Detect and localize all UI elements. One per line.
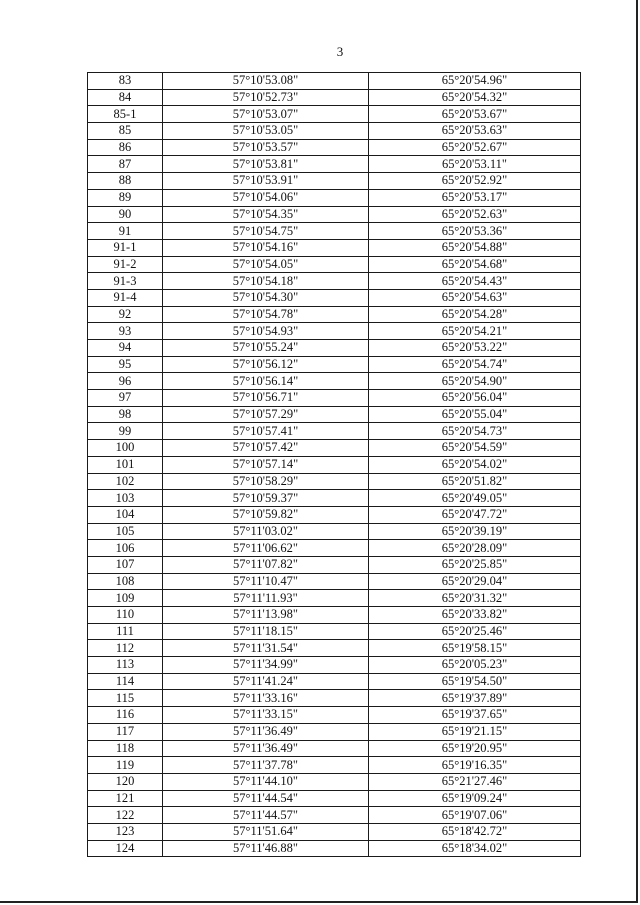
- point-number-cell: 118: [88, 740, 163, 757]
- longitude-cell: 65°20'25.85": [369, 556, 581, 573]
- point-number-cell: 113: [88, 657, 163, 674]
- table-row: [88, 156, 581, 173]
- latitude-cell: 57°11'46.88": [163, 840, 369, 857]
- latitude-cell: 57°10'54.18": [163, 273, 369, 290]
- longitude-cell: 65°18'42.72": [369, 823, 581, 840]
- longitude-cell: 65°20'53.17": [369, 189, 581, 206]
- latitude-cell: 57°11'07.82": [163, 556, 369, 573]
- latitude-cell: 57°10'53.81": [163, 156, 369, 173]
- table-row: [88, 390, 581, 407]
- longitude-cell: 65°20'49.05": [369, 490, 581, 507]
- table-row: [88, 640, 581, 657]
- table-row: [88, 323, 581, 340]
- longitude-cell: 65°19'21.15": [369, 723, 581, 740]
- latitude-cell: 57°10'57.42": [163, 440, 369, 457]
- latitude-cell: 57°10'54.35": [163, 206, 369, 223]
- latitude-cell: 57°10'52.73": [163, 89, 369, 106]
- point-number-cell: 107: [88, 556, 163, 573]
- longitude-cell: 65°20'54.73": [369, 423, 581, 440]
- table-row: [88, 423, 581, 440]
- table-row: [88, 807, 581, 824]
- table-row: [88, 73, 581, 90]
- point-number-cell: 85-1: [88, 106, 163, 123]
- longitude-cell: 65°19'09.24": [369, 790, 581, 807]
- table-row: [88, 340, 581, 357]
- table-row: [88, 189, 581, 206]
- point-number-cell: 91-3: [88, 273, 163, 290]
- longitude-cell: 65°20'55.04": [369, 406, 581, 423]
- point-number-cell: 96: [88, 373, 163, 390]
- table-row: [88, 673, 581, 690]
- longitude-cell: 65°18'34.02": [369, 840, 581, 857]
- latitude-cell: 57°10'54.30": [163, 289, 369, 306]
- point-number-cell: 84: [88, 89, 163, 106]
- table-row: [88, 490, 581, 507]
- point-number-cell: 123: [88, 823, 163, 840]
- latitude-cell: 57°11'18.15": [163, 623, 369, 640]
- point-number-cell: 98: [88, 406, 163, 423]
- longitude-cell: 65°19'16.35": [369, 757, 581, 774]
- table-row: [88, 473, 581, 490]
- longitude-cell: 65°20'56.04": [369, 390, 581, 407]
- longitude-cell: 65°20'54.02": [369, 456, 581, 473]
- latitude-cell: 57°10'57.29": [163, 406, 369, 423]
- latitude-cell: 57°11'44.57": [163, 807, 369, 824]
- table-row: [88, 506, 581, 523]
- table-row: [88, 556, 581, 573]
- table-row: [88, 840, 581, 857]
- point-number-cell: 116: [88, 707, 163, 724]
- page-number: 3: [336, 44, 344, 59]
- table-row: [88, 223, 581, 240]
- latitude-cell: 57°10'59.37": [163, 490, 369, 507]
- longitude-cell: 65°19'37.89": [369, 690, 581, 707]
- latitude-cell: 57°10'54.05": [163, 256, 369, 273]
- longitude-cell: 65°20'52.67": [369, 139, 581, 156]
- longitude-cell: 65°20'52.92": [369, 173, 581, 190]
- point-number-cell: 106: [88, 540, 163, 557]
- table-row: [88, 573, 581, 590]
- point-number-cell: 121: [88, 790, 163, 807]
- longitude-cell: 65°20'29.04": [369, 573, 581, 590]
- longitude-cell: 65°20'54.88": [369, 239, 581, 256]
- latitude-cell: 57°10'56.14": [163, 373, 369, 390]
- table-row: [88, 440, 581, 457]
- table-row: [88, 790, 581, 807]
- table-row: [88, 173, 581, 190]
- longitude-cell: 65°19'58.15": [369, 640, 581, 657]
- point-number-cell: 90: [88, 206, 163, 223]
- point-number-cell: 119: [88, 757, 163, 774]
- point-number-cell: 117: [88, 723, 163, 740]
- table-row: [88, 306, 581, 323]
- latitude-cell: 57°10'58.29": [163, 473, 369, 490]
- longitude-cell: 65°20'54.59": [369, 440, 581, 457]
- table-row: [88, 623, 581, 640]
- table-row: [88, 206, 581, 223]
- table-row: [88, 373, 581, 390]
- latitude-cell: 57°10'54.75": [163, 223, 369, 240]
- table-row: [88, 123, 581, 140]
- latitude-cell: 57°10'53.07": [163, 106, 369, 123]
- latitude-cell: 57°11'36.49": [163, 723, 369, 740]
- longitude-cell: 65°20'25.46": [369, 623, 581, 640]
- latitude-cell: 57°10'53.08": [163, 73, 369, 90]
- longitude-cell: 65°20'53.67": [369, 106, 581, 123]
- latitude-cell: 57°11'10.47": [163, 573, 369, 590]
- point-number-cell: 101: [88, 456, 163, 473]
- point-number-cell: 91: [88, 223, 163, 240]
- coordinates-table: [87, 72, 581, 857]
- table-row: [88, 723, 581, 740]
- longitude-cell: 65°20'54.63": [369, 289, 581, 306]
- table-row: [88, 757, 581, 774]
- point-number-cell: 114: [88, 673, 163, 690]
- coordinates-table-body: [88, 73, 581, 857]
- latitude-cell: 57°11'51.64": [163, 823, 369, 840]
- latitude-cell: 57°10'57.41": [163, 423, 369, 440]
- longitude-cell: 65°20'53.36": [369, 223, 581, 240]
- point-number-cell: 94: [88, 340, 163, 357]
- point-number-cell: 88: [88, 173, 163, 190]
- latitude-cell: 57°11'03.02": [163, 523, 369, 540]
- latitude-cell: 57°11'44.54": [163, 790, 369, 807]
- table-row: [88, 590, 581, 607]
- table-row: [88, 740, 581, 757]
- table-row: [88, 540, 581, 557]
- longitude-cell: 65°20'54.74": [369, 356, 581, 373]
- table-row: [88, 273, 581, 290]
- table-row: [88, 139, 581, 156]
- longitude-cell: 65°20'54.28": [369, 306, 581, 323]
- latitude-cell: 57°10'56.71": [163, 390, 369, 407]
- table-row: [88, 89, 581, 106]
- longitude-cell: 65°19'20.95": [369, 740, 581, 757]
- table-row: [88, 690, 581, 707]
- latitude-cell: 57°11'13.98": [163, 607, 369, 624]
- point-number-cell: 112: [88, 640, 163, 657]
- latitude-cell: 57°11'36.49": [163, 740, 369, 757]
- point-number-cell: 104: [88, 506, 163, 523]
- point-number-cell: 120: [88, 773, 163, 790]
- table-row: [88, 823, 581, 840]
- table-row: [88, 239, 581, 256]
- point-number-cell: 103: [88, 490, 163, 507]
- longitude-cell: 65°19'37.65": [369, 707, 581, 724]
- latitude-cell: 57°10'53.05": [163, 123, 369, 140]
- table-row: [88, 256, 581, 273]
- latitude-cell: 57°11'34.99": [163, 657, 369, 674]
- longitude-cell: 65°19'54.50": [369, 673, 581, 690]
- longitude-cell: 65°20'39.19": [369, 523, 581, 540]
- latitude-cell: 57°11'33.15": [163, 707, 369, 724]
- point-number-cell: 91-1: [88, 239, 163, 256]
- longitude-cell: 65°20'05.23": [369, 657, 581, 674]
- point-number-cell: 91-4: [88, 289, 163, 306]
- table-row: [88, 356, 581, 373]
- latitude-cell: 57°11'31.54": [163, 640, 369, 657]
- point-number-cell: 95: [88, 356, 163, 373]
- longitude-cell: 65°21'27.46": [369, 773, 581, 790]
- longitude-cell: 65°20'54.43": [369, 273, 581, 290]
- point-number-cell: 111: [88, 623, 163, 640]
- longitude-cell: 65°20'53.22": [369, 340, 581, 357]
- point-number-cell: 86: [88, 139, 163, 156]
- latitude-cell: 57°10'59.82": [163, 506, 369, 523]
- point-number-cell: 115: [88, 690, 163, 707]
- point-number-cell: 102: [88, 473, 163, 490]
- point-number-cell: 93: [88, 323, 163, 340]
- table-row: [88, 607, 581, 624]
- latitude-cell: 57°10'54.16": [163, 239, 369, 256]
- point-number-cell: 85: [88, 123, 163, 140]
- point-number-cell: 91-2: [88, 256, 163, 273]
- table-row: [88, 657, 581, 674]
- point-number-cell: 108: [88, 573, 163, 590]
- longitude-cell: 65°20'33.82": [369, 607, 581, 624]
- latitude-cell: 57°10'54.06": [163, 189, 369, 206]
- longitude-cell: 65°19'07.06": [369, 807, 581, 824]
- longitude-cell: 65°20'52.63": [369, 206, 581, 223]
- point-number-cell: 109: [88, 590, 163, 607]
- longitude-cell: 65°20'31.32": [369, 590, 581, 607]
- point-number-cell: 100: [88, 440, 163, 457]
- latitude-cell: 57°11'41.24": [163, 673, 369, 690]
- longitude-cell: 65°20'47.72": [369, 506, 581, 523]
- latitude-cell: 57°10'56.12": [163, 356, 369, 373]
- point-number-cell: 87: [88, 156, 163, 173]
- point-number-cell: 83: [88, 73, 163, 90]
- latitude-cell: 57°11'11.93": [163, 590, 369, 607]
- latitude-cell: 57°11'06.62": [163, 540, 369, 557]
- latitude-cell: 57°10'55.24": [163, 340, 369, 357]
- longitude-cell: 65°20'54.32": [369, 89, 581, 106]
- point-number-cell: 97: [88, 390, 163, 407]
- longitude-cell: 65°20'28.09": [369, 540, 581, 557]
- latitude-cell: 57°10'54.93": [163, 323, 369, 340]
- point-number-cell: 122: [88, 807, 163, 824]
- longitude-cell: 65°20'53.11": [369, 156, 581, 173]
- longitude-cell: 65°20'53.63": [369, 123, 581, 140]
- point-number-cell: 110: [88, 607, 163, 624]
- table-row: [88, 456, 581, 473]
- longitude-cell: 65°20'51.82": [369, 473, 581, 490]
- table-row: [88, 707, 581, 724]
- point-number-cell: 92: [88, 306, 163, 323]
- point-number-cell: 89: [88, 189, 163, 206]
- table-row: [88, 406, 581, 423]
- latitude-cell: 57°11'44.10": [163, 773, 369, 790]
- latitude-cell: 57°11'37.78": [163, 757, 369, 774]
- latitude-cell: 57°11'33.16": [163, 690, 369, 707]
- point-number-cell: 99: [88, 423, 163, 440]
- latitude-cell: 57°10'53.57": [163, 139, 369, 156]
- latitude-cell: 57°10'57.14": [163, 456, 369, 473]
- point-number-cell: 105: [88, 523, 163, 540]
- table-row: [88, 523, 581, 540]
- table-row: [88, 289, 581, 306]
- latitude-cell: 57°10'53.91": [163, 173, 369, 190]
- longitude-cell: 65°20'54.96": [369, 73, 581, 90]
- table-row: [88, 106, 581, 123]
- longitude-cell: 65°20'54.21": [369, 323, 581, 340]
- table-row: [88, 773, 581, 790]
- latitude-cell: 57°10'54.78": [163, 306, 369, 323]
- longitude-cell: 65°20'54.68": [369, 256, 581, 273]
- longitude-cell: 65°20'54.90": [369, 373, 581, 390]
- point-number-cell: 124: [88, 840, 163, 857]
